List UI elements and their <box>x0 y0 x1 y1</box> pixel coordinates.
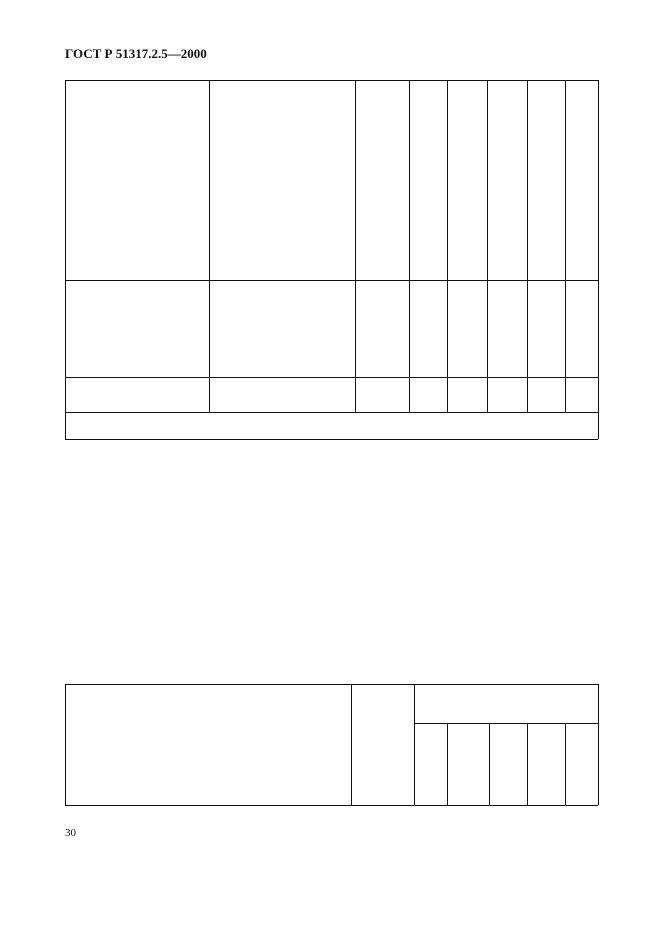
column-line-3 <box>409 80 410 412</box>
page-number: 30 <box>65 827 76 839</box>
column-line-4 <box>447 80 448 412</box>
table-top-border <box>65 80 598 81</box>
group-divider-2 <box>65 377 598 378</box>
column-line-7 <box>565 80 566 412</box>
bottom-table-bottom-border <box>65 805 598 806</box>
port-column-header <box>489 725 527 803</box>
port-column-header <box>527 725 565 803</box>
port-column-header <box>447 725 489 803</box>
port-column-header <box>565 725 598 803</box>
bottom-table-top-border <box>65 684 598 685</box>
table-caption <box>65 671 67 683</box>
column-line-2 <box>355 80 356 412</box>
footnote-divider <box>65 412 598 413</box>
bottom-column-line-0 <box>65 684 66 805</box>
footnote <box>92 420 95 434</box>
bottom-column-line-7 <box>598 684 599 805</box>
group-divider-1 <box>65 280 598 281</box>
column-line-6 <box>527 80 528 412</box>
port-group-divider <box>414 723 598 724</box>
port-column-header <box>414 725 447 803</box>
table-bottom-border <box>65 439 598 440</box>
column-line-1 <box>209 80 210 412</box>
column-line-0 <box>65 80 66 439</box>
column-line-8 <box>598 80 599 439</box>
bottom-column-line-1 <box>351 684 352 805</box>
column-line-5 <box>487 80 488 412</box>
document-title: ГОСТ Р 51317.2.5—2000 <box>65 46 207 61</box>
